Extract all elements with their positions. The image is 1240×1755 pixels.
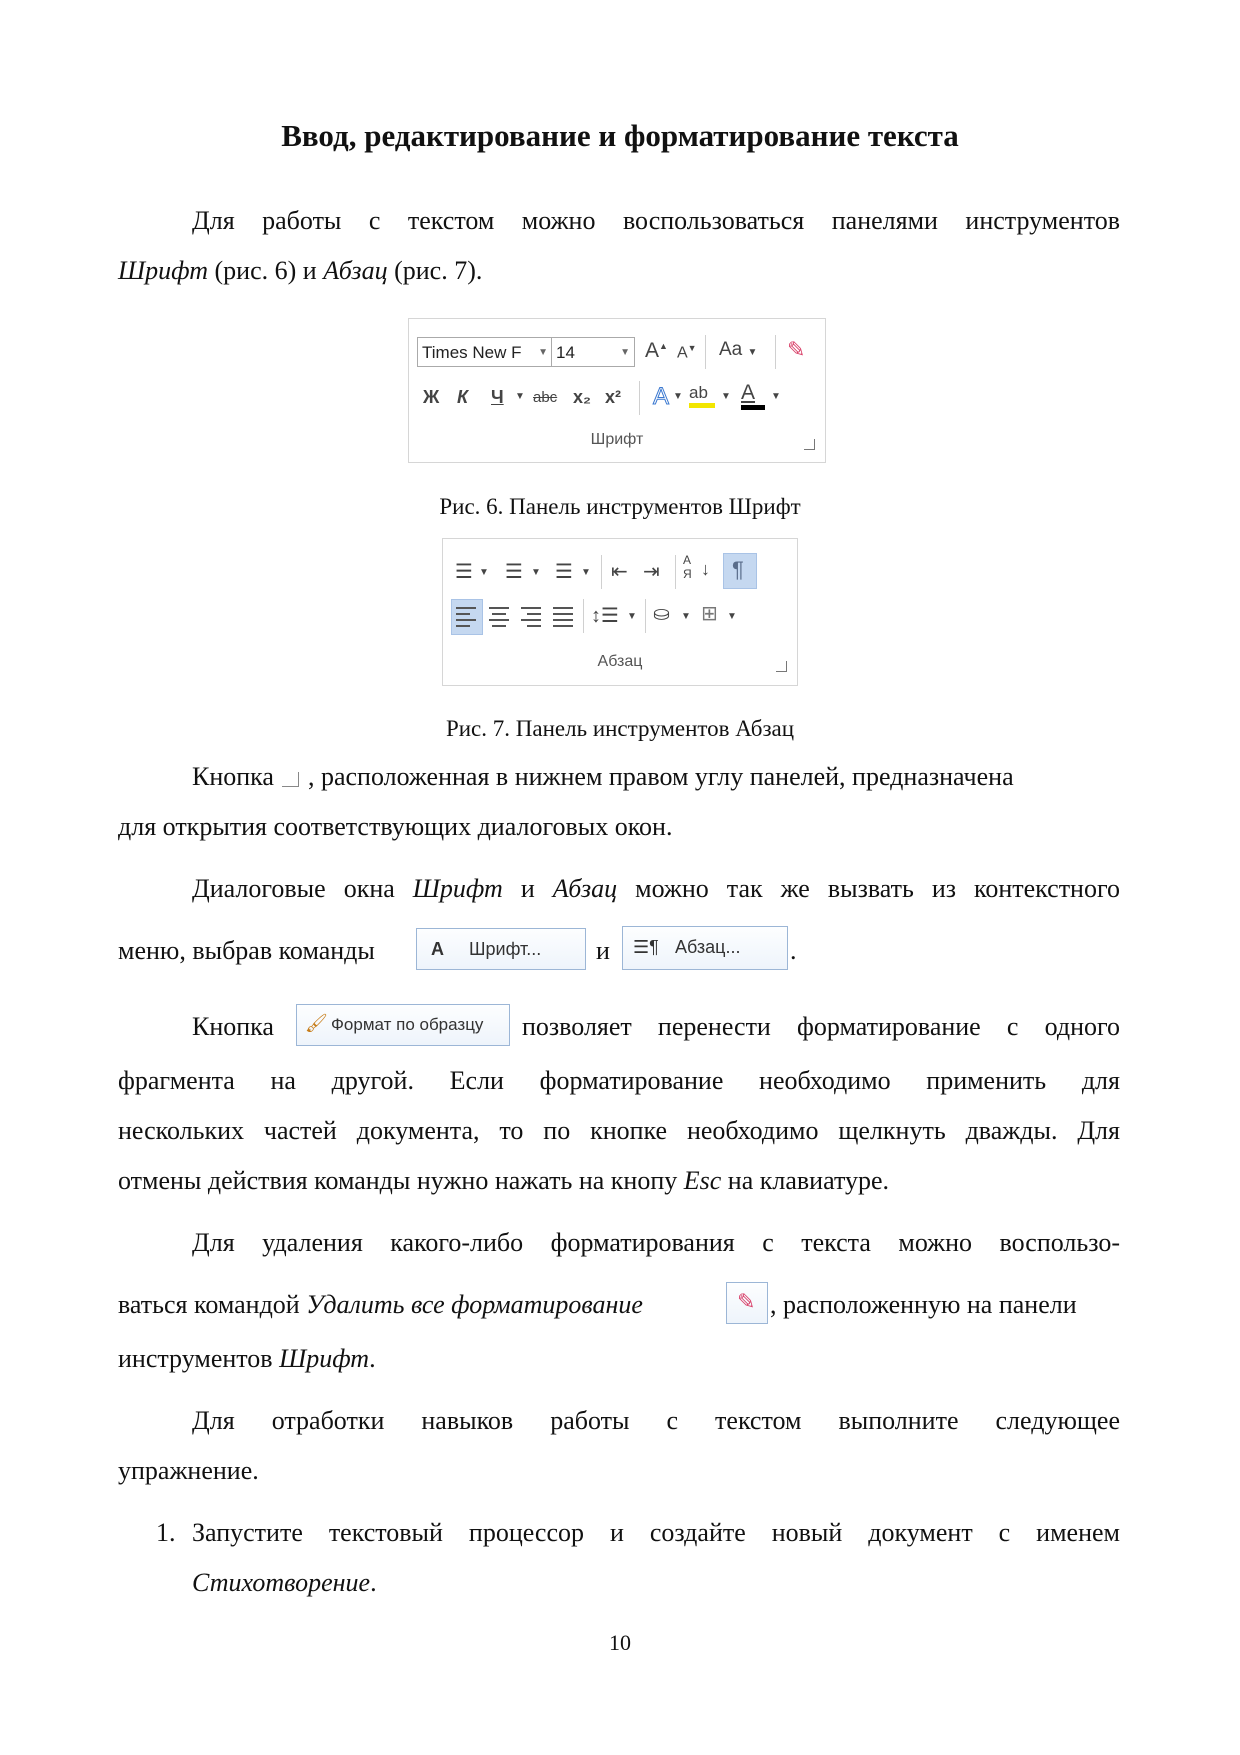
chevron-down-icon[interactable]: ▼ [627, 611, 637, 622]
font-name-combobox[interactable]: Times New F ▼ [417, 337, 553, 367]
font-color-button[interactable]: A [741, 381, 765, 410]
format-painter-label: Формат по образцу [331, 1015, 484, 1034]
paragraph-icon: ☰¶ [633, 937, 659, 957]
increase-indent-icon[interactable]: ⇥ [643, 561, 660, 583]
paragraph-3-line-1: Диалоговые окна Шрифт и Абзац можно так же вызвать из контекстного [192, 874, 1120, 903]
font-color-bar [741, 405, 765, 410]
chevron-down-icon[interactable]: ▼ [581, 567, 591, 578]
font-panel-name: Шрифт [118, 256, 209, 285]
bullets-icon[interactable]: ☰ [455, 561, 473, 583]
pilcrow-button[interactable]: ¶ [732, 557, 744, 582]
borders-icon[interactable]: ⊞ [701, 603, 718, 625]
paragraph-4-line-1-rest: позволяет перенести форматирование с одного [522, 1012, 1120, 1041]
chevron-down-icon[interactable]: ▼ [479, 567, 489, 578]
chevron-down-icon[interactable]: ▼ [620, 347, 630, 358]
paragraph-1-line-1: Для работы с текстом можно воспользоваться панелями инструментов [192, 206, 1120, 235]
dialog-launcher-icon[interactable] [804, 439, 815, 450]
highlight-color-bar [689, 403, 715, 408]
superscript-button[interactable]: x² [605, 387, 622, 407]
paragraph-6-line-1: Для отработки навыков работы с текстом выполните следующее [192, 1406, 1120, 1435]
eraser-icon: ✎ [737, 1289, 756, 1314]
chevron-down-icon[interactable]: ▼ [721, 391, 731, 402]
chevron-down-icon[interactable]: ▼ [681, 611, 691, 622]
paragraph-ribbon-panel [442, 538, 798, 686]
text-effects-button[interactable]: A [653, 383, 670, 410]
page-title: Ввод, редактирование и форматирование текста [281, 118, 959, 153]
paragraph-4-start: Кнопка [192, 1012, 274, 1041]
paintbrush-icon: 🖌 [305, 1013, 328, 1033]
paragraph-6-line-2: упражнение. [118, 1456, 259, 1485]
clear-formatting-button[interactable] [726, 1282, 768, 1324]
separator [775, 335, 776, 369]
font-group-label: Шрифт [590, 431, 644, 448]
strikethrough-button[interactable]: abc [533, 389, 558, 406]
chevron-down-icon: ▼ [747, 347, 758, 358]
paragraph-panel-name: Абзац [323, 256, 388, 285]
dialog-launcher-icon[interactable] [776, 661, 787, 672]
grow-font-button[interactable]: A▲ [645, 339, 668, 362]
font-a-icon: A [431, 939, 444, 959]
align-center-icon[interactable] [489, 607, 509, 631]
font-menu-item[interactable] [416, 928, 586, 970]
list-item-number: 1. [156, 1518, 176, 1547]
sort-arrow-icon: ↓ [701, 559, 710, 579]
align-left-icon[interactable] [456, 607, 476, 631]
chevron-down-icon[interactable]: ▼ [771, 391, 781, 402]
paragraph-3-line-2: меню, выбрав команды [118, 936, 375, 965]
shrink-font-button[interactable]: A▼ [677, 343, 697, 362]
font-ribbon-panel [408, 318, 826, 463]
figure-7-caption: Рис. 7. Панель инструментов Абзац [445, 716, 795, 741]
list-item-line-1: Запустите текстовый процессор и создайте новый документ с именем [192, 1518, 1120, 1547]
font-size-combobox[interactable]: 14 ▼ [551, 337, 635, 367]
page-number: 10 [609, 1630, 631, 1655]
italic-button[interactable]: К [457, 387, 469, 407]
paragraph-5-line-3: инструментов Шрифт. [118, 1344, 376, 1373]
separator [639, 381, 640, 415]
highlight-button[interactable]: ab [689, 383, 715, 408]
paragraph-5-line-1: Для удаления какого-либо форматирования с текста можно воспользо- [192, 1228, 1120, 1257]
dialog-launcher-icon [282, 772, 299, 787]
sort-button[interactable]: А Я [683, 553, 692, 581]
separator [583, 599, 584, 633]
multilevel-list-icon[interactable]: ☰ [555, 561, 573, 583]
numbering-icon[interactable]: ☰ [505, 561, 523, 583]
justify-icon[interactable] [553, 607, 573, 631]
caret-down-icon: ▼ [687, 343, 697, 353]
paragraph-5-line-2a: ваться командой Удалить все форматирование [118, 1290, 643, 1319]
bold-button[interactable]: Ж [423, 387, 440, 407]
chevron-down-icon[interactable]: ▼ [515, 391, 525, 402]
decrease-indent-icon[interactable]: ⇤ [611, 561, 628, 583]
subscript-button[interactable]: x₂ [573, 387, 592, 407]
underline-button[interactable]: Ч [491, 387, 504, 407]
separator [645, 599, 646, 633]
separator [705, 335, 706, 369]
paragraph-2-line-2: для открытия соответствующих диалоговых окон. [118, 812, 673, 841]
list-item-line-2: Стихотворение. [192, 1568, 377, 1597]
paragraph-4-line-4: отмены действия команды нужно нажать на кнопу Esc на клавиатуре. [118, 1166, 890, 1195]
paragraph-menu-label: Абзац... [675, 937, 741, 957]
chevron-down-icon[interactable]: ▼ [531, 567, 541, 578]
line-spacing-icon[interactable]: ↕☰ [591, 605, 619, 627]
and-word: и [596, 936, 610, 965]
paragraph-group-label: Абзац [597, 653, 643, 670]
paragraph-5-line-2b: , расположенную на панели [770, 1290, 1077, 1319]
paragraph-menu-item[interactable] [622, 926, 788, 970]
chevron-down-icon[interactable]: ▼ [673, 391, 683, 402]
change-case-button[interactable]: Aa ▼ [719, 339, 758, 360]
figure-6-caption: Рис. 6. Панель инструментов Шрифт [439, 494, 801, 519]
paragraph-1-line-2: Шрифт (рис. 6) и Абзац (рис. 7). [118, 256, 483, 285]
chevron-down-icon[interactable]: ▼ [727, 611, 737, 622]
align-right-icon[interactable] [521, 607, 541, 631]
format-painter-button[interactable] [296, 1004, 510, 1046]
font-menu-label: Шрифт... [469, 939, 542, 959]
paragraph-4-line-2: фрагмента на другой. Если форматирование необходимо применить для [118, 1066, 1120, 1095]
paragraph-4-line-3: нескольких частей документа, то по кнопке необходимо щелкнуть дважды. Для [118, 1116, 1120, 1145]
paragraph-2-line-1: Кнопка , расположенная в нижнем правом углу панелей, предназначена [192, 762, 1014, 791]
shading-bucket-icon[interactable]: ⛀ [653, 603, 670, 625]
separator [675, 555, 676, 589]
separator [601, 555, 602, 589]
sentence-end: . [790, 936, 797, 965]
chevron-down-icon[interactable]: ▼ [538, 347, 548, 358]
caret-up-icon: ▲ [659, 341, 668, 351]
clear-formatting-eraser-icon[interactable]: ✎ [787, 337, 806, 362]
